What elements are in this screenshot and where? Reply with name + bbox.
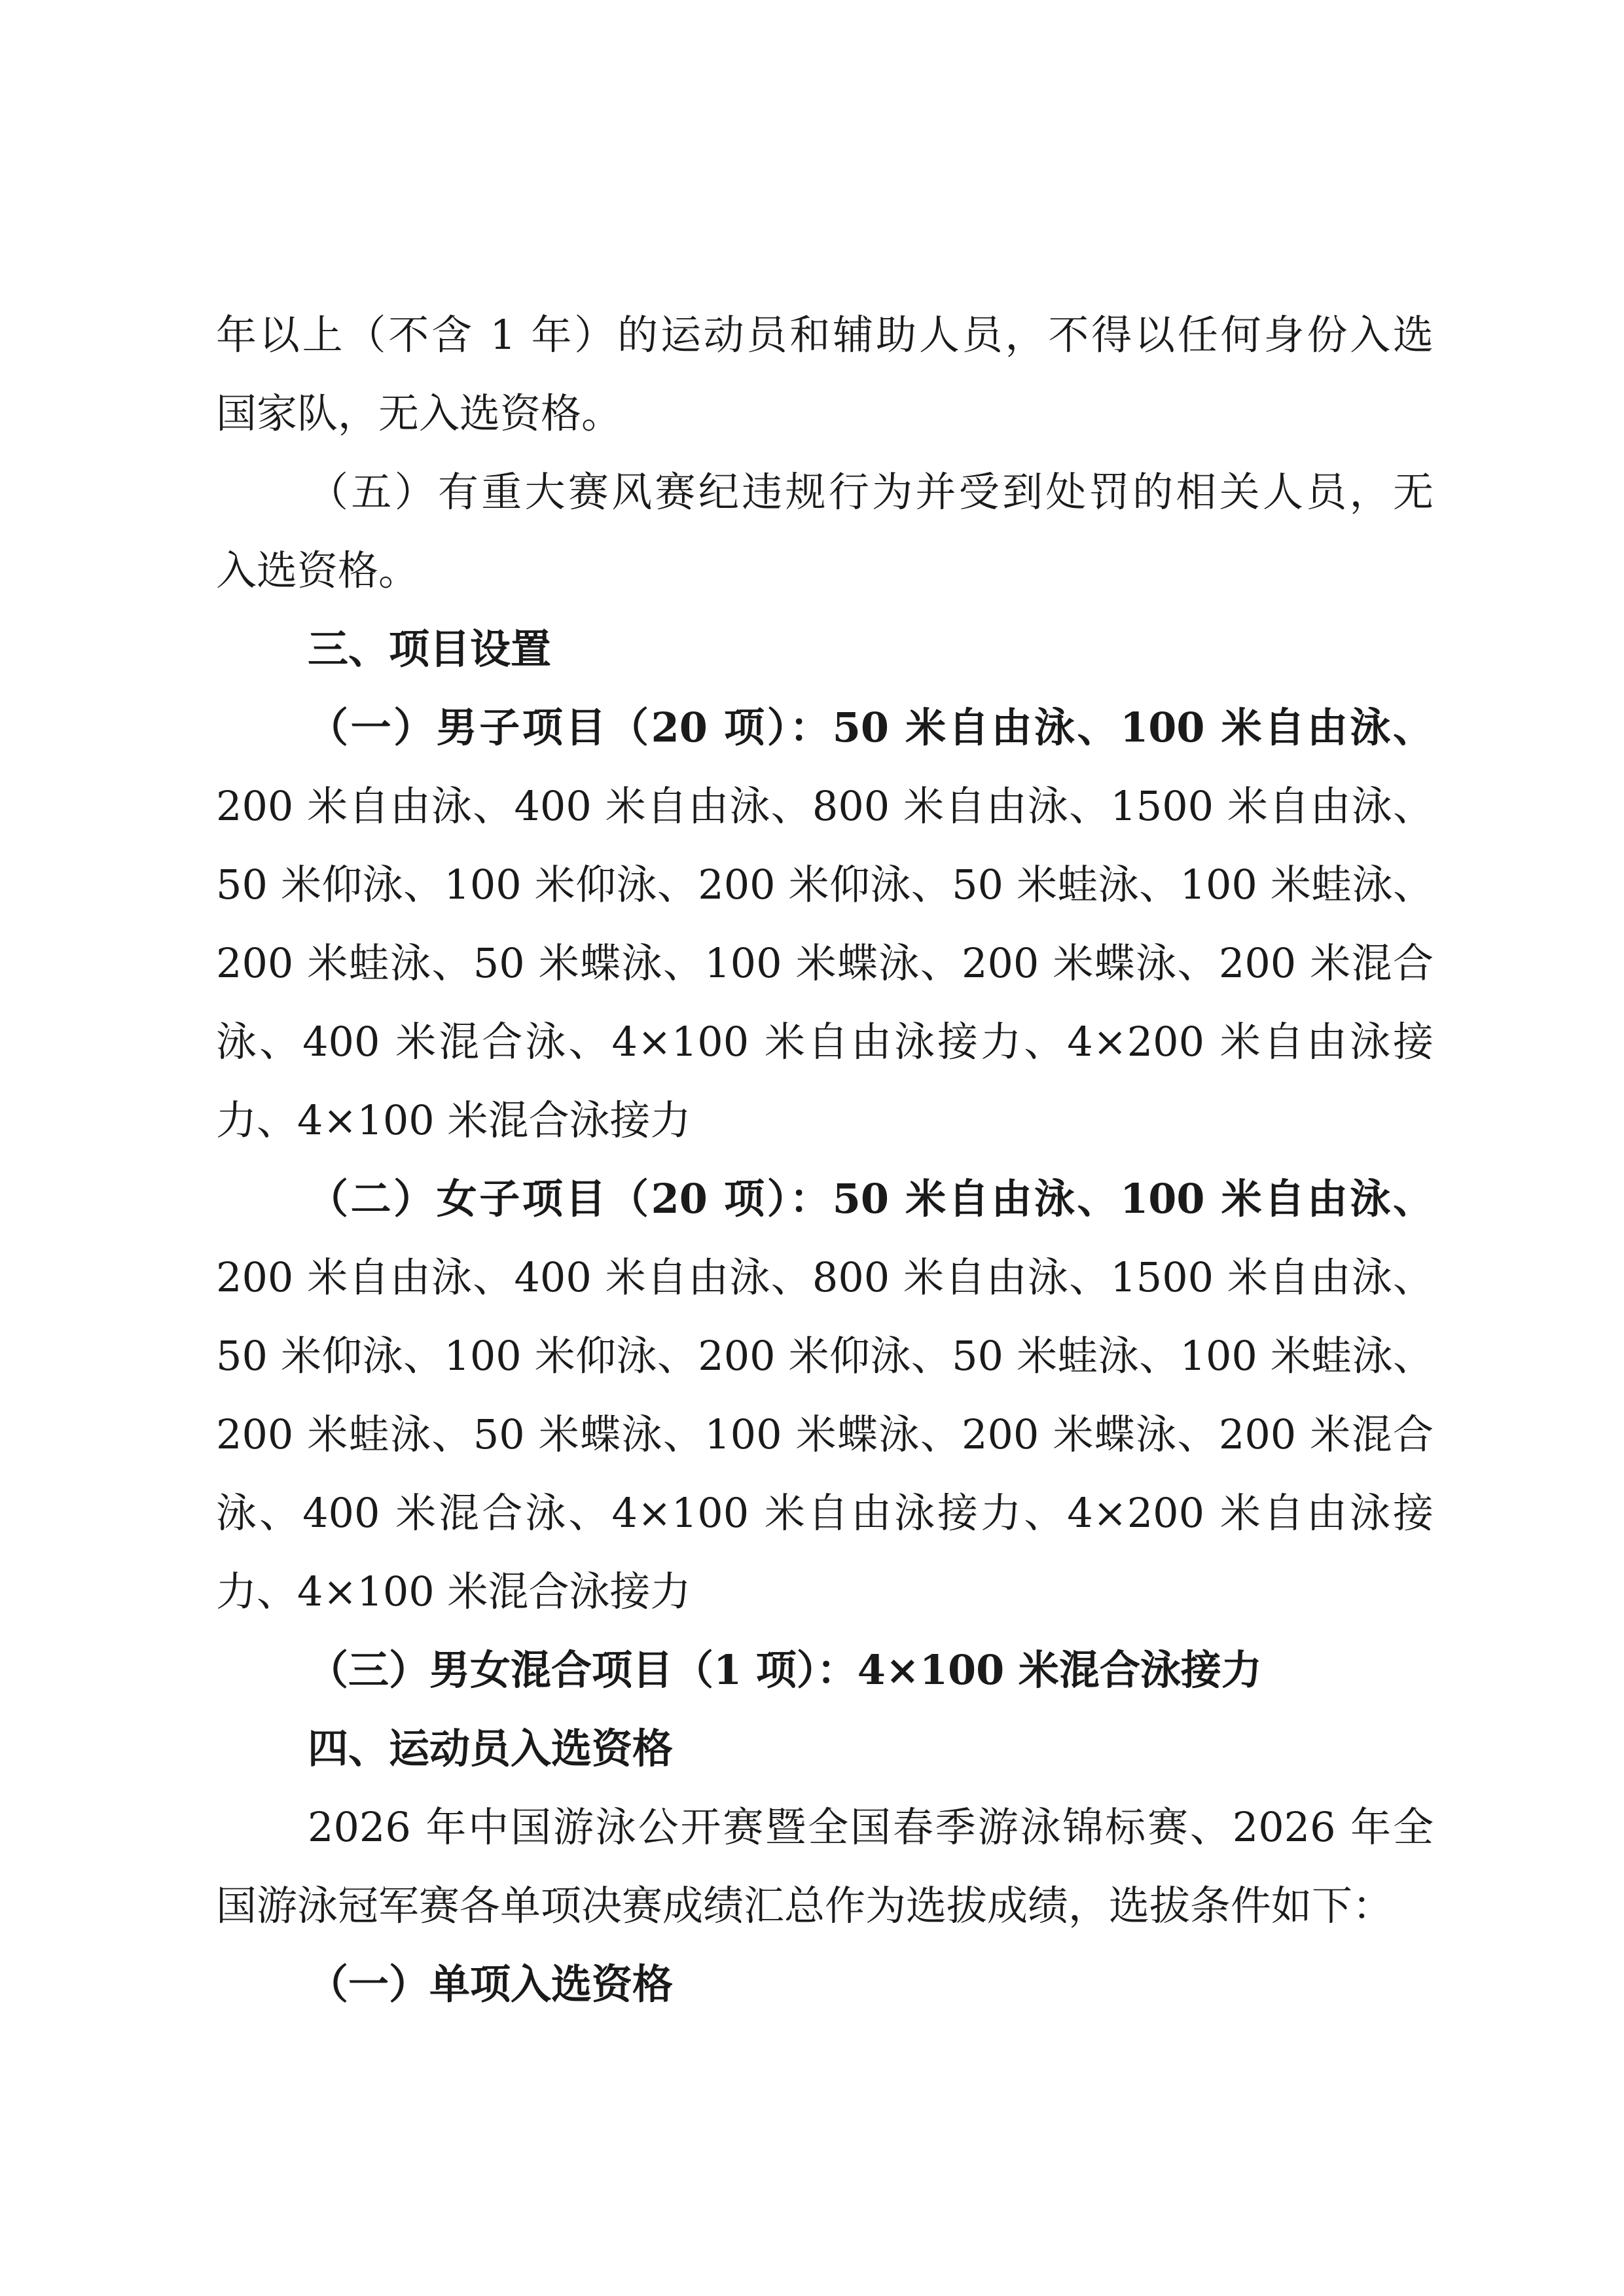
women-events-line: 泳、400 米混合泳、4×100 米自由泳接力、4×200 米自由泳接 bbox=[216, 1489, 1434, 1537]
men-events-line: 力、4×100 米混合泳接力 bbox=[216, 1096, 691, 1144]
paragraph-line: 入选资格。 bbox=[216, 547, 420, 594]
mixed-events-line: （三）男女混合项目（1 项）：4×100 米混合泳接力 bbox=[308, 1646, 1262, 1694]
men-events-line: 泳、400 米混合泳、4×100 米自由泳接力、4×200 米自由泳接 bbox=[216, 1018, 1434, 1066]
women-events-line: 200 米自由泳、400 米自由泳、800 米自由泳、1500 米自由泳、 bbox=[216, 1253, 1434, 1301]
paragraph-line: 国游泳冠军赛各单项决赛成绩汇总作为选拔成绩，选拔条件如下： bbox=[216, 1882, 1394, 1929]
paragraph-line: 年以上（不含 1 年）的运动员和辅助人员，不得以任何身份入选 bbox=[216, 311, 1434, 359]
paragraph-line: 2026 年中国游泳公开赛暨全国春季游泳锦标赛、2026 年全 bbox=[308, 1803, 1434, 1851]
women-events-line: （二）女子项目（20 项）：50 米自由泳、100 米自由泳、 bbox=[308, 1175, 1434, 1223]
women-events-line: 力、4×100 米混合泳接力 bbox=[216, 1568, 691, 1615]
subsection-heading: （一）单项入选资格 bbox=[308, 1960, 674, 2008]
women-events-line: 200 米蛙泳、50 米蝶泳、100 米蝶泳、200 米蝶泳、200 米混合 bbox=[216, 1410, 1434, 1458]
men-events-line: （一）男子项目（20 项）：50 米自由泳、100 米自由泳、 bbox=[308, 704, 1434, 751]
women-events-line: 50 米仰泳、100 米仰泳、200 米仰泳、50 米蛙泳、100 米蛙泳、 bbox=[216, 1332, 1434, 1380]
paragraph-line: （五）有重大赛风赛纪违规行为并受到处罚的相关人员，无 bbox=[308, 468, 1434, 516]
men-events-line: 200 米蛙泳、50 米蝶泳、100 米蝶泳、200 米蝶泳、200 米混合 bbox=[216, 939, 1434, 987]
section-heading: 三、项目设置 bbox=[308, 625, 552, 673]
section-heading: 四、运动员入选资格 bbox=[308, 1725, 674, 1772]
paragraph-line: 国家队，无入选资格。 bbox=[216, 389, 623, 437]
men-events-line: 200 米自由泳、400 米自由泳、800 米自由泳、1500 米自由泳、 bbox=[216, 782, 1434, 830]
men-events-line: 50 米仰泳、100 米仰泳、200 米仰泳、50 米蛙泳、100 米蛙泳、 bbox=[216, 861, 1434, 908]
